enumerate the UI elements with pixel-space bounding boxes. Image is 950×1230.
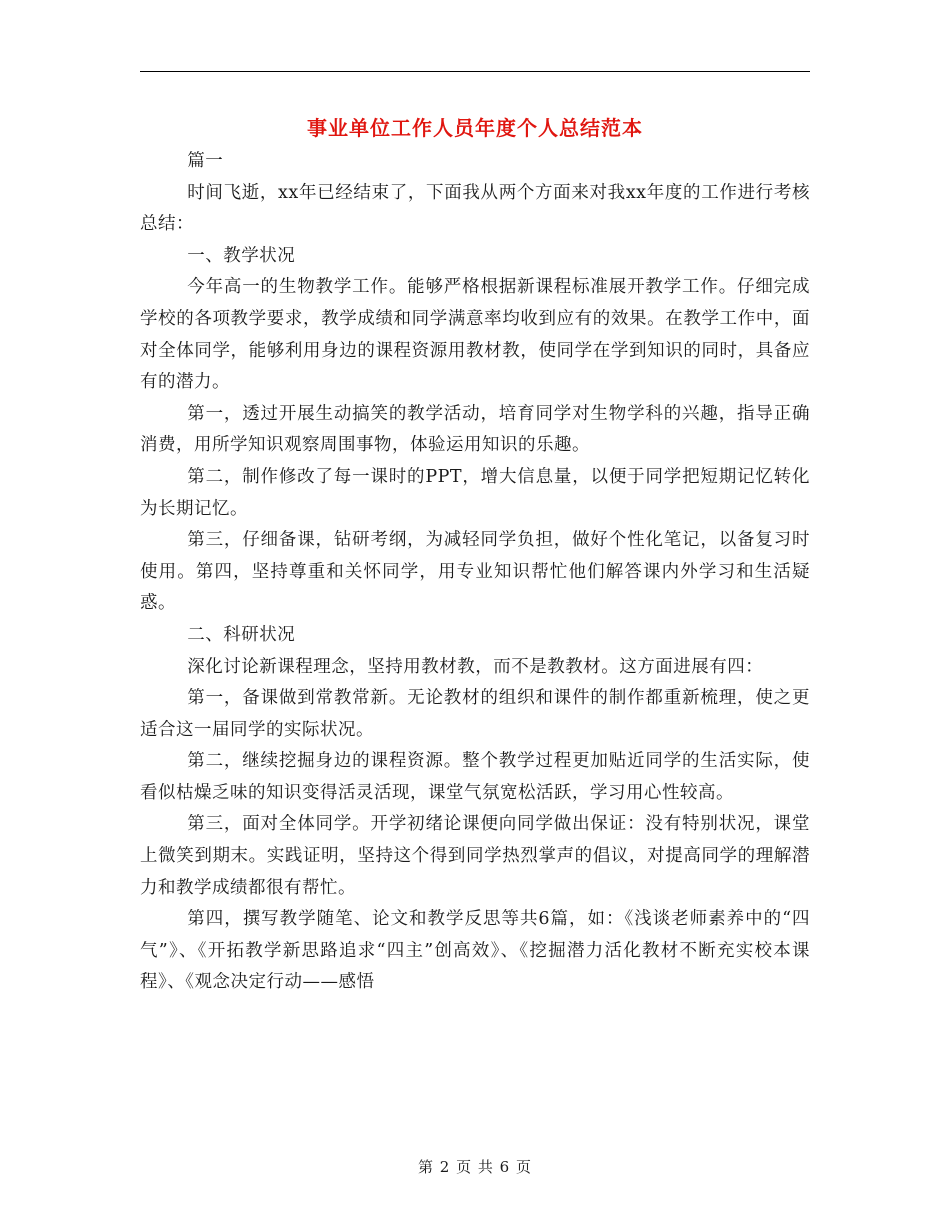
paragraph: 第四，撰写教学随笔、论文和教学反思等共6篇，如：《浅谈老师素养中的“四气”》、《开拓教学新思路追求“四主”创高效》、《挖掘潜力活化教材不断充实校本课程》、《观念决定行动——感悟	[140, 909, 810, 993]
paragraph: 第三，面对全体同学。开学初绪论课便向同学做出保证：没有特别状况，课堂上微笑到期末。实践证明，坚持这个得到同学热烈掌声的倡议，对提高同学的理解潜力和教学成绩都很有帮忙。	[140, 814, 810, 898]
section-heading: 二、科研状况	[187, 624, 296, 645]
paragraph: 时间飞逝，xx年已经结束了，下面我从两个方面来对我xx年度的工作进行考核总结：	[140, 182, 810, 235]
paragraph: 篇一	[187, 151, 224, 171]
paragraph: 第一，备课做到常教常新。无论教材的组织和课件的制作都重新梳理，使之更适合这一届同学的实际状况。	[140, 688, 810, 740]
document-title: 事业单位工作人员年度个人总结范本	[307, 116, 643, 140]
paragraph: 第二，继续挖掘身边的课程资源。整个教学过程更加贴近同学的生活实际，使看似枯燥乏味的知识变得活灵活现，课堂气氛宽松活跃，学习用心性较高。	[140, 751, 810, 803]
paragraph: 深化讨论新课程理念，坚持用教材教，而不是教教材。这方面进展有四：	[187, 656, 764, 677]
document-body	[140, 146, 810, 999]
paragraph: 第三，仔细备课，钻研考纲，为减轻同学负担，做好个性化笔记，以备复习时使用。第四，坚持尊重和关怀同学，用专业知识帮忙他们解答课内外学习和生活疑惑。	[140, 530, 810, 614]
page-number-footer: 第 2 页 共 6 页	[418, 1158, 532, 1176]
paragraph: 第一，透过开展生动搞笑的教学活动，培育同学对生物学科的兴趣，指导正确消费，用所学知识观察周围事物，体验运用知识的乐趣。	[140, 403, 810, 456]
header-rule	[140, 71, 810, 72]
paragraph: 第二，制作修改了每一课时的PPT，增大信息量，以便于同学把短期记忆转化为长期记忆。	[140, 466, 810, 519]
section-heading: 一、教学状况	[187, 245, 296, 266]
paragraph: 今年高一的生物教学工作。能够严格根据新课程标准展开教学工作。仔细完成学校的各项教学要求，教学成绩和同学满意率均收到应有的效果。在教学工作中，面对全体同学，能够利用身边的课程资源用教材教，使同学在学到知识的同时，具备应有的潜力。	[140, 277, 810, 393]
